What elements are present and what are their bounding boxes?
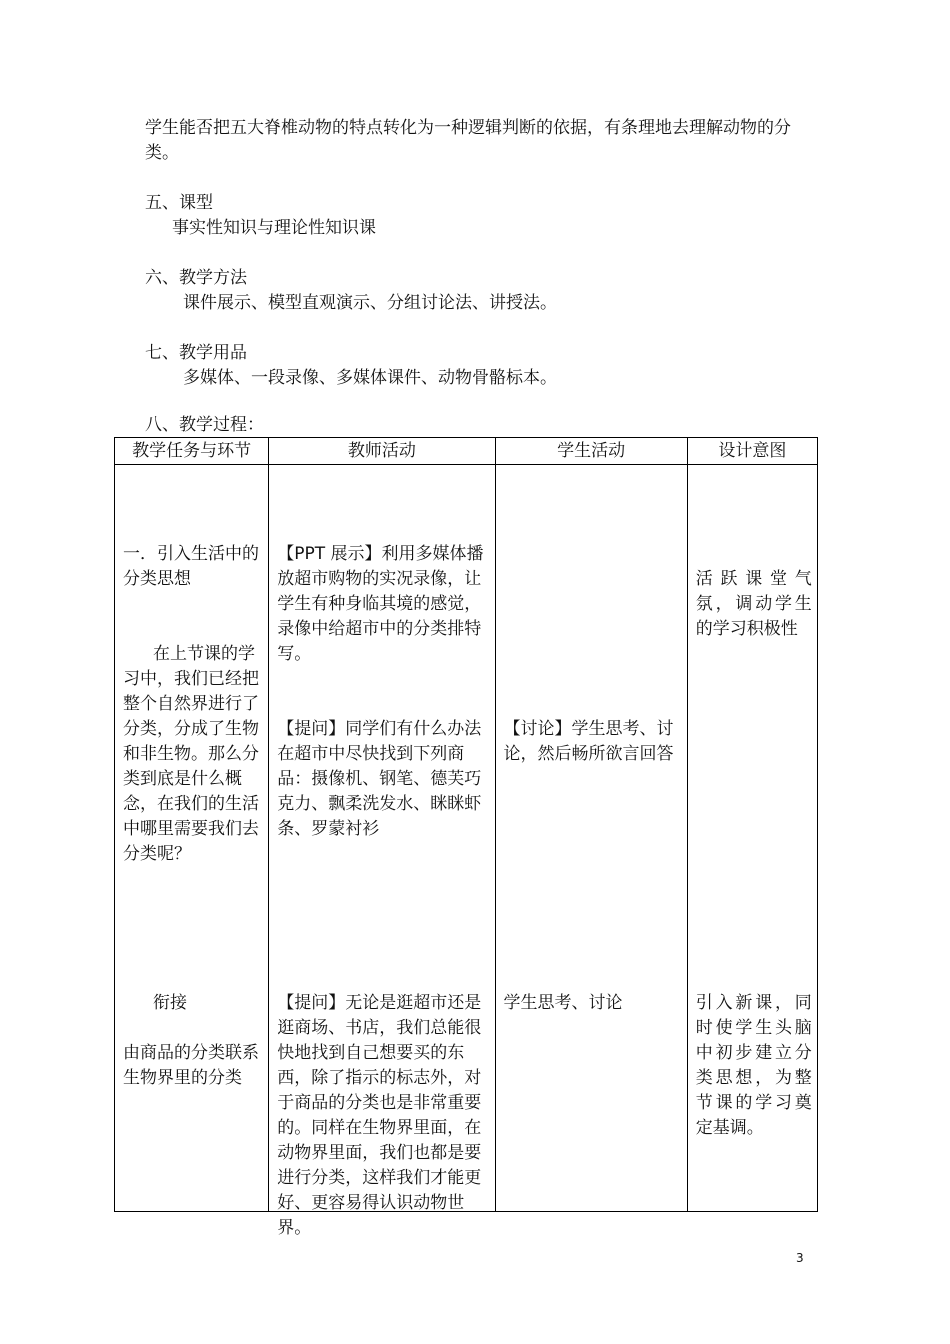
- cell-teacher-activity: [269, 465, 495, 1238]
- student-activity-1: 【讨论】学生思考、讨论，然后畅所欲言回答: [503, 719, 674, 764]
- section-7-title: 七、教学用品: [145, 343, 247, 363]
- section-5-title: 五、课型: [145, 193, 213, 213]
- teacher-activity-2: 【提问】同学们有什么办法在超市中尽快找到下列商品：摄像机、钢笔、德芙巧克力、飘柔洗发水、眯眯虾条、罗蒙衬衫: [277, 719, 482, 839]
- cell-task: [115, 465, 269, 1212]
- teacher-activity-1: 【PPT 展示】利用多媒体播放超市购物的实况录像，让学生有种身临其境的感觉，录像中给超市中的分类排特写。: [277, 544, 484, 664]
- design-intent-2: 引入新课，同时使学生头脑中初步建立分类思想，为整节课的学习奠定基调。: [695, 993, 812, 1138]
- table-row: [115, 465, 818, 1212]
- section-6-body: 课件展示、模型直观演示、分组讨论法、讲授法。: [183, 293, 557, 313]
- section-6-title: 六、教学方法: [145, 268, 247, 288]
- task-2-description: 由商品的分类联系生物界里的分类: [123, 1043, 259, 1088]
- teaching-process-table: [114, 437, 818, 1238]
- teacher-activity-3: 【提问】无论是逛超市还是逛商场、书店，我们总能很快地找到自己想要买的东西，除了指示的标志外，对于商品的分类也是非常重要的。同样在生物界里面，在动物界里面，我们也都是要进行分类，这样我们才能更好、更容易得认识动物世界。: [277, 993, 482, 1238]
- design-intent-1: 活跃课堂气氛，调动学生的学习积极性: [695, 569, 812, 639]
- task-2-title: 衔接: [153, 993, 187, 1013]
- task-1-description: 在上节课的学习中，我们已经把整个自然界进行了分类，分成了生物和非生物。那么分类到底是什么概念，在我们的生活中哪里需要我们去分类呢？: [123, 644, 259, 864]
- section-7-body: 多媒体、一段录像、多媒体课件、动物骨骼标本。: [183, 368, 557, 388]
- task-1-title: 一．引入生活中的分类思想: [123, 544, 259, 589]
- cell-student-activity: [495, 465, 687, 1212]
- student-activity-2: 学生思考、讨论: [503, 993, 623, 1013]
- page-number: 3: [796, 1251, 804, 1265]
- table-header-row: [115, 438, 818, 465]
- section-8-title: 八、教学过程：: [145, 415, 264, 435]
- header-student-activity: 学生活动: [495, 438, 687, 465]
- header-teacher-activity: 教师活动: [269, 438, 495, 465]
- header-task: 教学任务与环节: [115, 438, 269, 465]
- cell-design-intent: [687, 465, 817, 1212]
- intro-paragraph: 学生能否把五大脊椎动物的特点转化为一种逻辑判断的依据，有条理地去理解动物的分类。: [145, 118, 791, 163]
- section-5-body: 事实性知识与理论性知识课: [172, 218, 376, 238]
- header-design-intent: 设计意图: [687, 438, 817, 465]
